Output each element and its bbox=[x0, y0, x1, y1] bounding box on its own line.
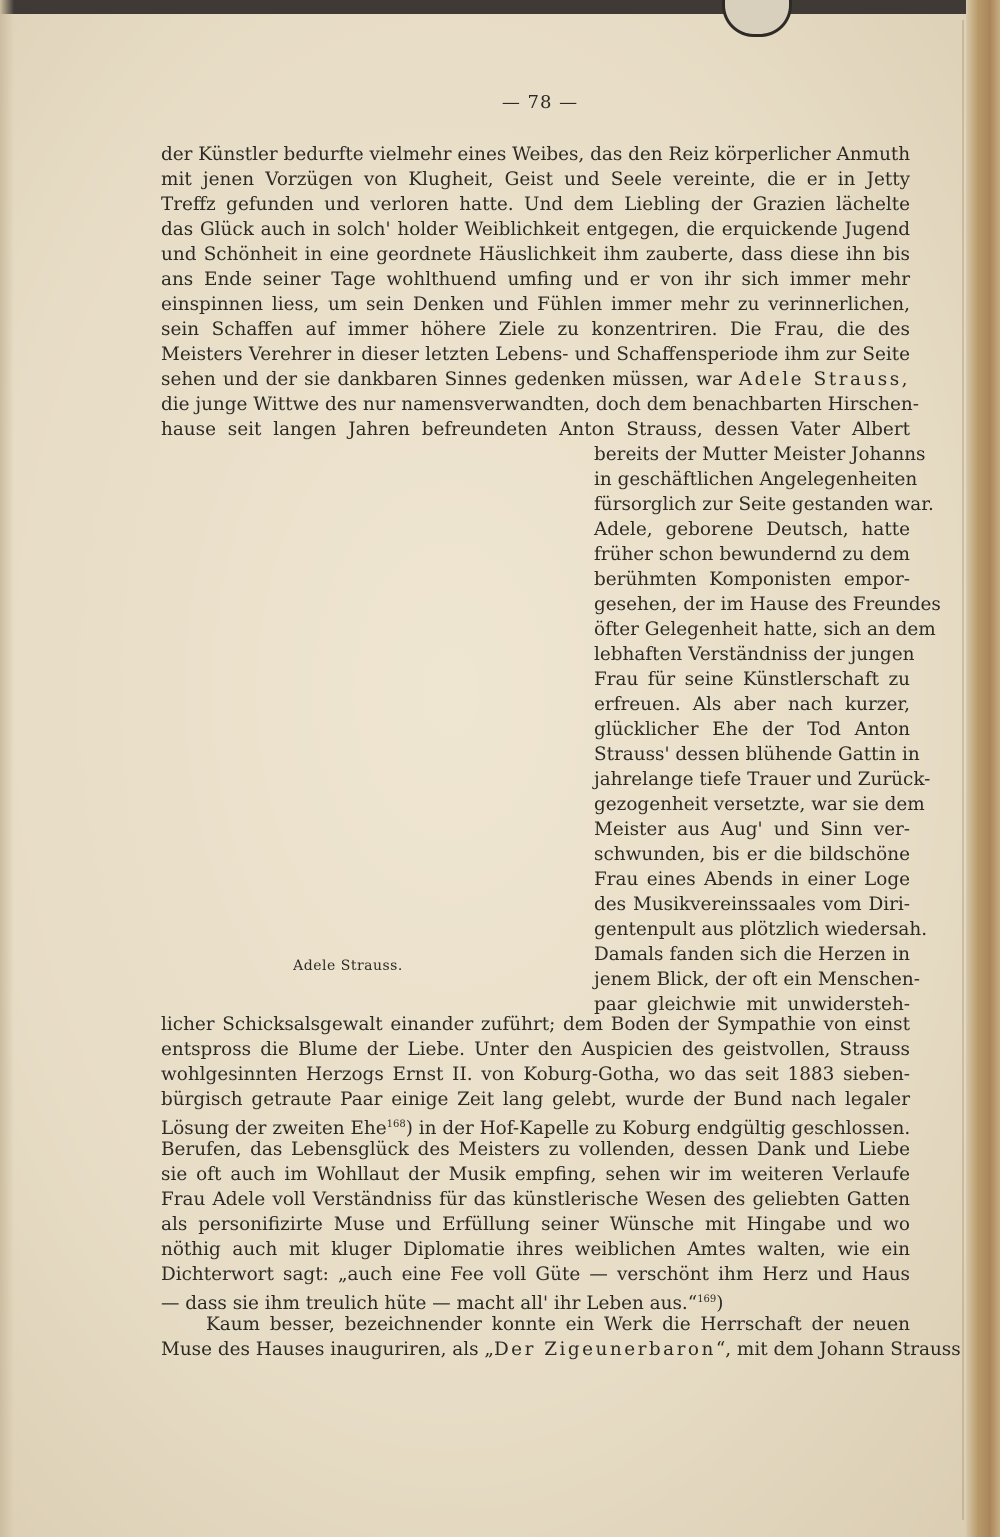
text-line bbox=[161, 1112, 911, 1140]
text-line: mit jenen Vorzügen von Klugheit, Geist und Seele vereinte, die er in Jetty bbox=[161, 169, 910, 190]
text-line: Damals fanden sich die Herzen in bbox=[594, 944, 910, 965]
text-line: Meister aus Aug' und Sinn ver- bbox=[594, 819, 910, 840]
text-line: licher Schicksalsgewalt einander zuführt; dem Boden der Sympathie von einst bbox=[161, 1014, 910, 1035]
text-line: Dichterwort sagt: „auch eine Fee voll Güte — verschönt ihm Herz und Haus bbox=[161, 1264, 910, 1285]
text-line: bürgisch getraute Paar einige Zeit lang gelebt, wurde der Bund nach legaler bbox=[161, 1089, 910, 1110]
text-line: sie oft auch im Wohllaut der Musik empfing, sehen wir im weiteren Verlaufe bbox=[161, 1164, 910, 1185]
spine-shadow bbox=[0, 0, 14, 1537]
spaced-name: Adele Strauss, bbox=[738, 369, 910, 390]
text-line: sein Schaffen auf immer höhere Ziele zu konzentriren. Die Frau, die des bbox=[161, 319, 910, 340]
text-line: jahrelange tiefe Trauer und Zurück- bbox=[594, 769, 931, 790]
text-line: entspross die Blume der Liebe. Unter den Auspicien des geistvollen, Strauss bbox=[161, 1039, 910, 1060]
text-line bbox=[161, 1337, 961, 1362]
text-segment: “, mit dem Johann Strauss bbox=[715, 1339, 961, 1360]
text-line: Frau eines Abends in einer Loge bbox=[594, 869, 910, 890]
text-line: der Künstler bedurfte vielmehr eines Weibes, das den Reiz körperlicher Anmuth bbox=[161, 144, 911, 165]
text-line: gesehen, der im Hause des Freundes bbox=[594, 594, 941, 615]
text-segment: ) bbox=[716, 1293, 724, 1315]
text-line: fürsorglich zur Seite gestanden war. bbox=[594, 494, 934, 515]
text-line: wohlgesinnten Herzogs Ernst II. von Koburg-Gotha, wo das seit 1883 sieben- bbox=[161, 1064, 910, 1085]
text-line: Frau Adele voll Verständniss für das künstlerische Wesen des geliebten Gatten bbox=[161, 1189, 910, 1210]
page-number: — 78 — bbox=[501, 92, 579, 113]
text-segment: Lösung der zweiten Ehe bbox=[161, 1118, 387, 1140]
text-line: Strauss' dessen blühende Gattin in bbox=[594, 744, 920, 765]
text-line: schwunden, bis er die bildschöne bbox=[594, 844, 910, 865]
page-fold-line bbox=[962, 20, 964, 1520]
text-line bbox=[161, 1287, 910, 1315]
text-line: lebhaften Verständniss der jungen bbox=[594, 644, 915, 665]
portrait-caption: Adele Strauss. bbox=[293, 958, 403, 974]
text-line: nöthig auch mit kluger Diplomatie ihres weiblichen Amtes walten, wie ein bbox=[161, 1239, 910, 1260]
text-line: öfter Gelegenheit hatte, sich an dem bbox=[594, 619, 936, 640]
text-line: gezogenheit versetzte, war sie dem bbox=[594, 794, 925, 815]
text-line: glücklicher Ehe der Tod Anton bbox=[594, 719, 910, 740]
text-line: paar gleichwie mit unwidersteh- bbox=[594, 994, 910, 1015]
text-line: Berufen, das Lebensglück des Meisters zu vollenden, dessen Dank und Liebe bbox=[161, 1139, 910, 1160]
text-line: jenem Blick, der oft ein Menschen- bbox=[594, 969, 920, 990]
text-segment: ) in der Hof-Kapelle zu Koburg endgültig geschlossen. bbox=[405, 1118, 911, 1140]
paper-clip bbox=[722, 0, 792, 37]
text-line: einspinnen liess, um sein Denken und Fühlen immer mehr zu verinnerlichen, bbox=[161, 294, 910, 315]
text-line: als personifizirte Muse und Erfüllung seiner Wünsche mit Hingabe und wo bbox=[161, 1214, 910, 1235]
text-line: ans Ende seiner Tage wohlthuend umfing und er von ihr sich immer mehr bbox=[161, 269, 910, 290]
text-line: Adele, geborene Deutsch, hatte bbox=[594, 519, 910, 540]
text-line: das Glück auch in solch' holder Weiblichkeit entgegen, die erquickende Jugend bbox=[161, 219, 910, 240]
page-stack-edge bbox=[966, 0, 1000, 1537]
text-line: berühmten Komponisten empor- bbox=[594, 569, 910, 590]
text-line: des Musikvereinssaales vom Diri- bbox=[594, 894, 910, 915]
scan-top-edge bbox=[0, 0, 1000, 14]
paragraph-first-line: Kaum besser, bezeichnender konnte ein Werk die Herrschaft der neuen bbox=[206, 1314, 910, 1335]
text-line: gentenpult aus plötzlich wiedersah. bbox=[594, 919, 928, 940]
operetta-title: Der Zigeunerbaron bbox=[493, 1339, 716, 1360]
text-line: früher schon bewundernd zu dem bbox=[594, 544, 910, 565]
text-line: bereits der Mutter Meister Johanns bbox=[594, 444, 926, 465]
text-line: Meisters Verehrer in dieser letzten Lebens- und Schaffensperiode ihm zur Seite bbox=[161, 344, 910, 365]
portrait-engraving bbox=[140, 468, 545, 948]
footnote-ref: 168 bbox=[386, 1119, 406, 1130]
footnote-ref: 169 bbox=[697, 1294, 717, 1305]
text-line: und Schönheit in eine geordnete Häuslichkeit ihm zauberte, dass diese ihn bis bbox=[161, 244, 910, 265]
text-line: Treffz gefunden und verloren hatte. Und dem Liebling der Grazien lächelte bbox=[161, 194, 910, 215]
text-line: Frau für seine Künstlerschaft zu bbox=[594, 669, 910, 690]
text-line: erfreuen. Als aber nach kurzer, bbox=[594, 694, 910, 715]
text-line: hause seit langen Jahren befreundeten Anton Strauss, dessen Vater Albert bbox=[161, 419, 910, 440]
text-segment: Muse des Hauses inauguriren, als „ bbox=[161, 1339, 494, 1360]
text-line bbox=[161, 367, 910, 392]
text-line: die junge Wittwe des nur namensverwandten, doch dem benachbarten Hirschen- bbox=[161, 394, 919, 415]
text-line: in geschäftlichen Angelegenheiten bbox=[594, 469, 918, 490]
text-segment: — dass sie ihm treulich hüte — macht all' ihr Leben aus.“ bbox=[161, 1293, 698, 1315]
text-segment: sehen und der sie dankbaren Sinnes gedenken müssen, war bbox=[161, 369, 732, 390]
